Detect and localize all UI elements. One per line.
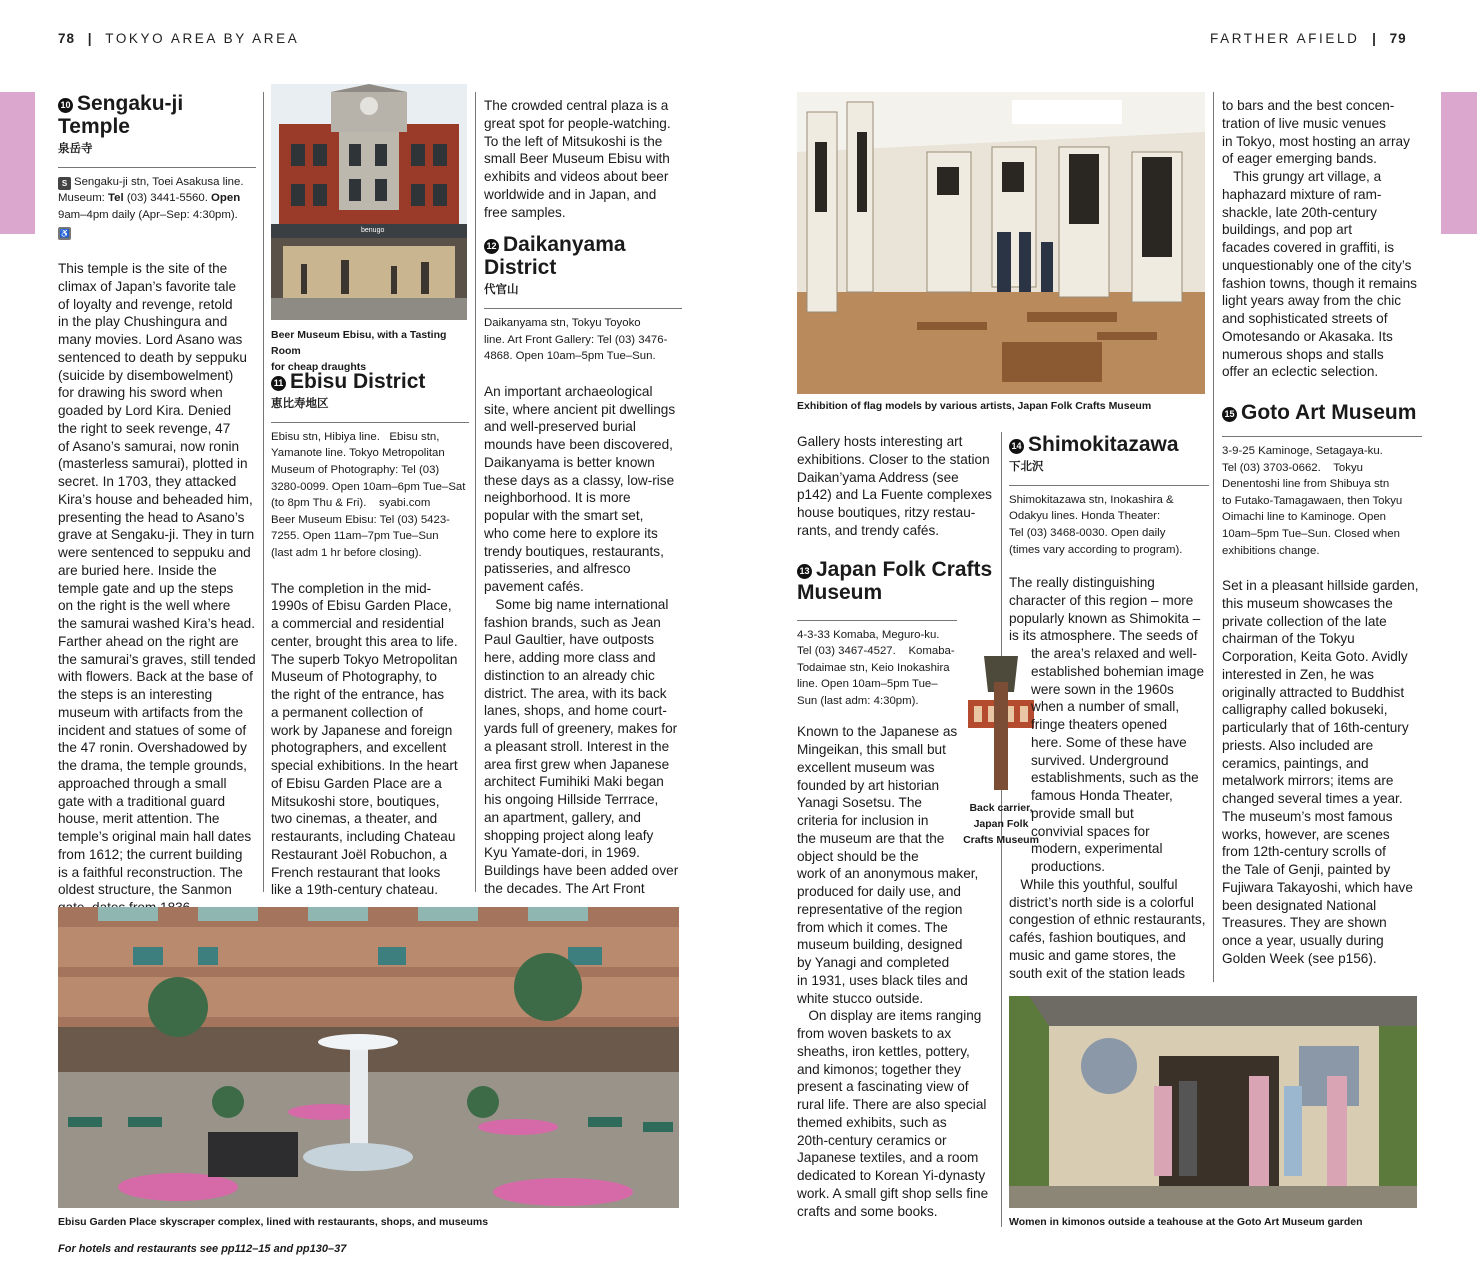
- left-running-title: TOKYO AREA BY AREA: [105, 31, 300, 46]
- running-divider: |: [87, 31, 93, 46]
- body-line: and kimonos; together they: [797, 1061, 961, 1077]
- body-line: approached through a small: [58, 775, 227, 791]
- body-line: ceramics, paintings, and: [1222, 755, 1369, 771]
- body-line: grave at Sengaku-ji. They in turn: [58, 527, 255, 543]
- info-line: Ebisu stn, Hibiya line. Ebisu stn,: [271, 430, 440, 443]
- info-line: to Futako-Tamagawaen, then Tokyu: [1222, 494, 1403, 507]
- body-line: Corporation, Keita Goto. Avidly: [1222, 649, 1408, 665]
- body-line: were sown in the 1960s: [1031, 681, 1174, 697]
- body-line: center, brought this area to life.: [271, 633, 458, 649]
- body-line: character of this region – more: [1009, 592, 1194, 608]
- body-line: themed exhibits, such as: [797, 1114, 947, 1130]
- body-line: unquestionably one of the city’s: [1222, 257, 1412, 273]
- right-running-title: FARTHER AFIELD: [1210, 31, 1360, 46]
- body-line: buildings, and pop art: [1222, 222, 1352, 238]
- body-line: priests. Also included are: [1222, 737, 1374, 753]
- info-line: Yamanote line. Tokyo Metropolitan: [271, 447, 445, 460]
- body-line: The museum’s most famous: [1222, 808, 1393, 824]
- body-line: house boutiques, ritzy restau-: [797, 505, 976, 520]
- daikanyama-body: [484, 383, 682, 898]
- tel-number: (03) 3441-5560.: [126, 192, 208, 205]
- body-line: small Beer Museum Ebisu with: [484, 151, 670, 167]
- body-line: fringe theaters opened: [1031, 717, 1168, 733]
- tel-label: Tel: [108, 192, 124, 205]
- body-line: patisseries, and alfresco: [484, 561, 631, 577]
- body-line: this museum showcases the: [1222, 595, 1393, 611]
- body-line: and sophisticated streets of: [1222, 311, 1388, 326]
- sengakuji-heading: [58, 92, 256, 138]
- body-line: French restaurant that looks: [271, 864, 441, 880]
- shimo-body: [1009, 574, 1209, 982]
- body-line: district’s north side is a colorful: [1009, 894, 1194, 910]
- info-line: Shimokitazawa stn, Inokashira &: [1009, 493, 1174, 506]
- entry-number-badge: 11: [271, 376, 286, 391]
- body-line: facades covered in graffiti, is: [1222, 240, 1395, 255]
- body-line: While this youthful, soulful: [1009, 876, 1178, 892]
- wheelchair-icon: ♿: [59, 228, 70, 238]
- folk-heading: [797, 558, 995, 604]
- body-line: p142) and La Fuente complexes: [797, 487, 992, 503]
- body-line: On display are items ranging: [797, 1008, 982, 1024]
- body-line: produced for daily use, and: [797, 884, 961, 900]
- body-line: interested in Zen, he was: [1222, 666, 1374, 682]
- caption-line: Beer Museum Ebisu, with a Tasting Room: [271, 329, 447, 357]
- body-line: popularly known as Shimokita –: [1009, 610, 1201, 626]
- info-line: exhibitions change.: [1222, 544, 1320, 557]
- body-line: the 47 ronin. Overshadowed by: [58, 740, 247, 756]
- body-line: light years away from the chic: [1222, 293, 1402, 309]
- body-line: goaded by Lord Kira. Denied: [58, 403, 232, 419]
- body-line: cafés, fashion boutiques, and: [1009, 930, 1186, 946]
- info-line: line. Art Front Gallery: Tel (03) 3476-: [484, 333, 668, 346]
- goto-info: [1222, 436, 1422, 559]
- hours: 9am–4pm daily (Apr–Sep: 4:30pm).: [58, 208, 238, 221]
- entry-number-badge: 13: [797, 564, 812, 579]
- body-line: once a year, usually during: [1222, 933, 1384, 949]
- body-line: 20th-century ceramics or: [797, 1132, 947, 1148]
- beer-museum-photo: [271, 84, 467, 320]
- goto-column: [1222, 97, 1422, 968]
- body-line: gate with a traditional guard: [58, 793, 226, 809]
- body-line: museum with artifacts from the: [58, 704, 244, 720]
- ebisu-garden-caption: Ebisu Garden Place skyscraper complex, lined with restaurants, shops, and museums: [58, 1216, 489, 1228]
- body-line: many movies. Lord Asano was: [58, 332, 243, 348]
- body-line: originally attracted to Buddhist: [1222, 684, 1405, 700]
- body-line: Gallery hosts interesting art: [797, 434, 963, 449]
- col3-top-text: [484, 97, 682, 221]
- body-line: by Yanagi and completed: [797, 955, 950, 971]
- right-running-head: [1210, 31, 1407, 46]
- body-line: object should be the: [797, 848, 919, 864]
- info-line: Museum of Photography: Tel (03): [271, 463, 440, 476]
- body-line: fashion towns, though it remains: [1222, 275, 1417, 291]
- body-line: yards full of greenery, makes for: [484, 721, 678, 737]
- body-line: Paul Gaultier, have outposts: [484, 632, 655, 648]
- body-line: establishments, such as the: [1031, 770, 1199, 786]
- body-line: restaurants, including Chateau: [271, 829, 456, 844]
- caption-line: for cheap draughts: [271, 361, 367, 373]
- sengakuji-title-1: Sengaku-ji: [77, 92, 184, 115]
- info-line: 7255. Open 11am–7pm Tue–Sun: [271, 530, 439, 543]
- body-line: Buildings have been added over: [484, 863, 679, 879]
- ebisu-heading: [271, 370, 469, 393]
- ebisu-kanji: 恵比寿地区: [271, 398, 329, 410]
- ebisu-garden-photo: [58, 907, 679, 1208]
- body-line: changed several times a year.: [1222, 791, 1403, 807]
- kimono-teahouse-photo: [1009, 996, 1417, 1208]
- body-line: works, however, are scenes: [1222, 826, 1390, 842]
- sengakuji-info: [58, 167, 256, 240]
- body-line: lanes, shops, and home court-: [484, 703, 667, 719]
- body-line: exhibits and videos about beer: [484, 169, 669, 184]
- body-line: of Asano’s samurai, now ronin: [58, 438, 240, 454]
- body-line: are buried here. Inside the: [58, 562, 217, 578]
- body-line: south exit of the station leads: [1009, 965, 1186, 981]
- body-line: Daikan’yama Address (see: [797, 469, 959, 485]
- body-line: provide small but: [1031, 805, 1134, 821]
- body-line: from which it comes. The: [797, 919, 948, 935]
- body-line: the decades. The Art Front: [484, 880, 645, 896]
- flag-exhibition-photo: [797, 92, 1205, 394]
- beer-museum-illustration: [271, 84, 467, 320]
- body-line: Japanese textiles, and a room: [797, 1150, 979, 1166]
- body-line: secret. In 1703, they attacked: [58, 474, 237, 490]
- body-line: Treasures. They are shown: [1222, 915, 1387, 931]
- body-line: excellent museum was: [797, 759, 935, 775]
- body-line: work. A small gift shop sells fine: [797, 1185, 989, 1201]
- beer-museum-caption: [271, 327, 471, 375]
- body-line: the right to seek revenge, 47: [58, 420, 231, 436]
- body-line: founded by art historian: [797, 777, 940, 793]
- daikanyama-title-2: District: [484, 256, 557, 280]
- body-line: crafts and some books.: [797, 1203, 938, 1219]
- info-text: Museum:: [58, 192, 105, 205]
- sengakuji-body: [58, 260, 256, 917]
- body-line: mounds have been discovered,: [484, 437, 673, 453]
- open-label: Open: [211, 192, 241, 205]
- body-line: of loyalty and revenge, retold: [58, 296, 233, 312]
- info-text: Sengaku-ji stn, Toei Asakusa line.: [74, 175, 244, 188]
- body-line: these days as a classy, low-rise: [484, 472, 675, 488]
- body-line: a permanent collection of: [271, 704, 423, 720]
- body-line: an apartment, gallery, and: [484, 809, 641, 825]
- column-rule: [1213, 92, 1214, 982]
- body-line: presenting the head to Asano’s: [58, 509, 245, 525]
- body-line: district. The area, with its back: [484, 685, 667, 701]
- body-line: is its atmosphere. The seeds of: [1009, 628, 1198, 644]
- body-line: from woven baskets to ax: [797, 1026, 952, 1042]
- body-line: modern, experimental: [1031, 841, 1163, 857]
- body-line: Yanagi Sosetsu. The: [797, 795, 922, 811]
- body-line: neighborhood. It is more: [484, 490, 631, 506]
- info-line: line. Open 10am–5pm Tue–: [797, 678, 938, 691]
- body-line: free samples.: [484, 204, 566, 220]
- body-line: the drama, the temple grounds,: [58, 758, 247, 774]
- body-line: An important archaeological: [484, 383, 653, 399]
- body-line: (masterless samurai), plotted in: [58, 456, 248, 472]
- body-line: criteria for inclusion in: [797, 813, 929, 829]
- body-line: architect Fumihiki Maki began: [484, 774, 664, 790]
- body-line: This temple is the site of the: [58, 261, 228, 277]
- flag-exhibition-illustration: [797, 92, 1205, 394]
- body-line: a pleasant stroll. Interest in the: [484, 738, 670, 754]
- shimo-kanji: 下北沢: [1009, 461, 1044, 473]
- body-line: Daikanyama is better known: [484, 454, 655, 470]
- body-line: Fujiwara Takayoshi, which have: [1222, 879, 1413, 895]
- body-line: convivial spaces for: [1031, 823, 1150, 839]
- body-line: The completion in the mid-: [271, 580, 432, 596]
- body-line: like a 19th-century chateau.: [271, 882, 439, 898]
- daikanyama-column: [484, 97, 682, 898]
- footer-note: For hotels and restaurants see pp112–15 and pp130–37: [58, 1243, 347, 1255]
- caption-line: Japan Folk: [973, 818, 1029, 830]
- body-line: climax of Japan’s favorite tale: [58, 278, 237, 294]
- body-line: haphazard mixture of ram-: [1222, 186, 1382, 202]
- ebisu-title: Ebisu District: [290, 370, 426, 393]
- goto-body: [1222, 577, 1422, 968]
- info-line: Daikanyama stn, Tokyu Toyoko: [484, 317, 641, 329]
- body-line: Set in a pleasant hillside garden,: [1222, 578, 1419, 594]
- body-line: temple gate and up the steps: [58, 580, 234, 596]
- body-line: in 1931, uses black tiles and: [797, 972, 968, 988]
- body-line: chairman of the Tokyu: [1222, 631, 1355, 647]
- body-line: Golden Week (see p156).: [1222, 950, 1377, 966]
- folk-body: [797, 723, 995, 1220]
- body-line: in the play Chushingura and: [58, 314, 228, 330]
- body-line: tration of live music venues: [1222, 115, 1386, 131]
- body-line: representative of the region: [797, 901, 963, 917]
- shimo-info: [1009, 485, 1209, 558]
- body-line: Mingeikan, this small but: [797, 742, 946, 758]
- body-line: the samurai washed Kira’s head.: [58, 616, 255, 632]
- body-line: fashion brands, such as Jean: [484, 614, 661, 630]
- body-line: particularly that of 16th-century: [1222, 720, 1409, 736]
- body-line: productions.: [1031, 859, 1106, 875]
- info-line: 3280-0099. Open 10am–6pm Tue–Sat: [271, 480, 466, 493]
- body-line: special exhibitions. In the heart: [271, 758, 458, 773]
- body-line: who come here to explore its: [484, 525, 658, 541]
- subway-icon: S: [58, 177, 71, 190]
- body-line: calligraphy called bokuseki,: [1222, 702, 1388, 718]
- info-line: 4868. Open 10am–5pm Tue–Sun.: [484, 350, 656, 363]
- left-section-tab: [0, 92, 35, 234]
- sengakuji-title-2: Temple: [58, 115, 130, 138]
- body-line: dedicated to Korean Yi-dynasty: [797, 1168, 986, 1184]
- info-line: Tel (03) 3703-0662. Tokyu: [1222, 461, 1363, 474]
- info-line: Denentoshi line from Shibuya stn: [1222, 478, 1390, 491]
- info-line: 4-3-33 Komaba, Meguro-ku.: [797, 628, 940, 641]
- body-line: to bars and the best concen-: [1222, 98, 1395, 113]
- body-line: area first grew when Japanese: [484, 756, 670, 772]
- body-line: congestion of ethnic restaurants,: [1009, 912, 1206, 928]
- body-line: house, merit attention. The: [58, 811, 220, 827]
- body-line: The superb Tokyo Metropolitan: [271, 651, 458, 667]
- body-line: distinction to an already chic: [484, 667, 655, 683]
- body-line: 1990s of Ebisu Garden Place,: [271, 598, 452, 614]
- body-line: Mitsukoshi store, boutiques,: [271, 793, 440, 809]
- left-running-head: [58, 31, 299, 46]
- info-line: 10am–5pm Tue–Sun. Closed when: [1222, 527, 1400, 540]
- kimono-caption: Women in kimonos outside a teahouse at the Goto Art Museum garden: [1009, 1216, 1363, 1228]
- goto-heading: [1222, 401, 1422, 424]
- body-line: established bohemian image: [1031, 663, 1205, 679]
- body-line: famous Honda Theater,: [1031, 788, 1173, 804]
- body-line: Farther ahead on the right are: [58, 633, 239, 649]
- body-line: private collection of the late: [1222, 613, 1387, 629]
- sengakuji-column: [58, 92, 256, 917]
- daikanyama-title-1: Daikanyama: [503, 233, 626, 257]
- goto-title: Goto Art Museum: [1241, 401, 1417, 424]
- entry-number-badge: 15: [1222, 407, 1237, 422]
- body-line: exhibitions. Closer to the station: [797, 451, 990, 467]
- body-line: in Tokyo, most hosting an array: [1222, 133, 1410, 149]
- body-line: when a number of small,: [1031, 699, 1180, 715]
- info-line: Odakyu lines. Honda Theater:: [1009, 510, 1161, 523]
- left-page-number: 78: [58, 31, 76, 46]
- body-line: temple’s original main hall dates: [58, 829, 252, 845]
- body-line: Some big name international: [484, 596, 669, 612]
- body-line: rants, and trendy cafés.: [797, 522, 940, 538]
- info-line: (to 8pm Thu & Fri). syabi.com: [271, 497, 431, 510]
- folk-info: [797, 620, 957, 710]
- info-line: Beer Museum Ebisu: Tel (03) 5423-: [271, 513, 450, 526]
- body-line: on the right is the well where: [58, 598, 231, 614]
- body-line: To the left of Mitsukoshi is the: [484, 133, 663, 149]
- ebisu-column: [271, 370, 469, 899]
- body-line: Omotesando or Akasaka. Its: [1222, 328, 1393, 344]
- body-line: oldest structure, the Sanmon: [58, 882, 232, 898]
- body-line: Known to the Japanese as: [797, 724, 958, 740]
- column-rule: [475, 92, 476, 892]
- entry-number-badge: 14: [1009, 439, 1024, 454]
- body-line: the Tale of Genji, painted by: [1222, 862, 1391, 878]
- body-line: work of an anonymous maker,: [797, 866, 979, 882]
- column-rule: [263, 92, 264, 892]
- body-line: Kira’s house and beheaded him,: [58, 491, 253, 507]
- shimo-title: Shimokitazawa: [1028, 433, 1179, 456]
- kimono-teahouse-illustration: [1009, 996, 1417, 1208]
- body-line: his ongoing Hillside Terrrace,: [484, 792, 659, 808]
- body-line: museum building, designed: [797, 937, 963, 953]
- body-line: The crowded central plaza is a: [484, 98, 669, 113]
- running-divider: |: [1372, 31, 1377, 46]
- ebisu-info: [271, 422, 469, 562]
- entry-number-badge: 10: [58, 98, 73, 113]
- body-line: photographers, and excellent: [271, 740, 447, 756]
- body-line: offer an eclectic selection.: [1222, 364, 1379, 380]
- info-line: Tel (03) 3468-0030. Open daily: [1009, 526, 1166, 539]
- col7-top-text: [1222, 97, 1422, 381]
- body-line: worldwide and in Japan, and: [484, 186, 657, 202]
- body-line: for drawing his sword when: [58, 385, 223, 401]
- body-line: sheaths, iron kettles, pottery,: [797, 1043, 970, 1059]
- beer-museum-sign: benugo: [361, 227, 385, 234]
- body-line: two cinemas, a theater, and: [271, 811, 438, 827]
- body-line: shackle, late 20th-century: [1222, 204, 1377, 220]
- body-line: with flowers. Back at the base of: [58, 669, 253, 685]
- body-line: Kyu Yamate-dori, in 1969.: [484, 845, 640, 861]
- body-line: shopping project along leafy: [484, 827, 654, 843]
- body-line: the area’s relaxed and well-: [1031, 646, 1197, 662]
- body-line: pavement cafés.: [484, 579, 584, 595]
- ebisu-garden-illustration: [58, 907, 679, 1208]
- shimo-column: [1009, 433, 1209, 982]
- body-line: trendy boutiques, restaurants,: [484, 543, 664, 559]
- sengakuji-kanji: 泉岳寺: [58, 143, 93, 155]
- body-line: Restaurant Joël Robuchon, a: [271, 846, 448, 862]
- body-line: site, where ancient pit dwellings: [484, 401, 676, 417]
- body-line: is a faithful reconstruction. The: [58, 864, 243, 880]
- caption-line: Back carrier,: [969, 802, 1033, 814]
- body-line: present a fascinating view of: [797, 1079, 969, 1095]
- body-line: work by Japanese and foreign: [271, 722, 453, 738]
- body-line: The really distinguishing: [1009, 575, 1155, 591]
- body-line: popular with the smart set,: [484, 508, 644, 524]
- entry-number-badge: 12: [484, 239, 499, 254]
- body-line: from 1612; the current building: [58, 846, 243, 862]
- body-line: numerous shops and stalls: [1222, 346, 1384, 362]
- body-line: music and game stores, the: [1009, 947, 1176, 963]
- daikanyama-info: [484, 308, 682, 365]
- body-line: survived. Underground: [1031, 752, 1169, 768]
- folk-title-1: Japan Folk Crafts: [816, 557, 993, 581]
- body-line: were sentenced to seppuku and: [58, 545, 251, 561]
- daikanyama-heading: [484, 233, 682, 279]
- body-line: and well-preserved burial: [484, 419, 636, 435]
- body-line: rural life. There are also special: [797, 1097, 987, 1113]
- folk-title-2: Museum: [797, 580, 883, 604]
- body-line: the steps is an interesting: [58, 687, 213, 703]
- body-line: the samurai’s graves, still tended: [58, 651, 256, 667]
- info-line: Sun (last adm: 4:30pm).: [797, 694, 919, 707]
- body-line: incident and statues of some of: [58, 722, 247, 738]
- body-line: metalwork mirrors; items are: [1222, 773, 1394, 789]
- col5-top-text: [797, 433, 995, 540]
- body-line: the museum are that the: [797, 830, 945, 846]
- info-line: 3-9-25 Kaminoge, Setagaya-ku.: [1222, 445, 1383, 457]
- body-line: Museum of Photography, to: [271, 669, 437, 685]
- body-line: of eager emerging bands.: [1222, 151, 1377, 167]
- info-line: Tel (03) 3467-4527. Komaba-: [797, 645, 955, 658]
- info-line: (times vary according to program).: [1009, 543, 1183, 556]
- body-line: here, adding more class and: [484, 650, 656, 666]
- daikanyama-kanji: 代官山: [484, 284, 519, 297]
- body-line: great spot for people-watching.: [484, 115, 671, 131]
- body-line: been designated National: [1222, 897, 1377, 913]
- flag-exhibition-caption: Exhibition of flag models by various artists, Japan Folk Crafts Museum: [797, 400, 1152, 412]
- right-page-number: 79: [1389, 31, 1407, 46]
- body-line: a commercial and residential: [271, 616, 445, 631]
- shimo-heading: [1009, 433, 1209, 456]
- right-section-tab: [1441, 92, 1477, 234]
- caption-line: Crafts Museum: [963, 834, 1039, 846]
- info-line: Oimachi line to Kaminoge. Open: [1222, 511, 1386, 524]
- body-line: This grungy art village, a: [1222, 169, 1382, 184]
- body-line: white stucco outside.: [797, 990, 924, 1006]
- body-line: sentenced to death by seppuku: [58, 349, 247, 365]
- body-line: of Ebisu Garden Place are a: [271, 775, 442, 791]
- body-line: the right of the entrance, has: [271, 687, 445, 702]
- info-line: (last adm 1 hr before closing).: [271, 546, 422, 559]
- body-line: from 12th-century scrolls of: [1222, 844, 1386, 860]
- info-line: Todaimae stn, Keio Inokashira: [797, 661, 950, 674]
- ebisu-body: [271, 580, 469, 900]
- body-line: (suicide by disembowelment): [58, 367, 234, 383]
- body-line: here. Some of these have: [1031, 734, 1187, 750]
